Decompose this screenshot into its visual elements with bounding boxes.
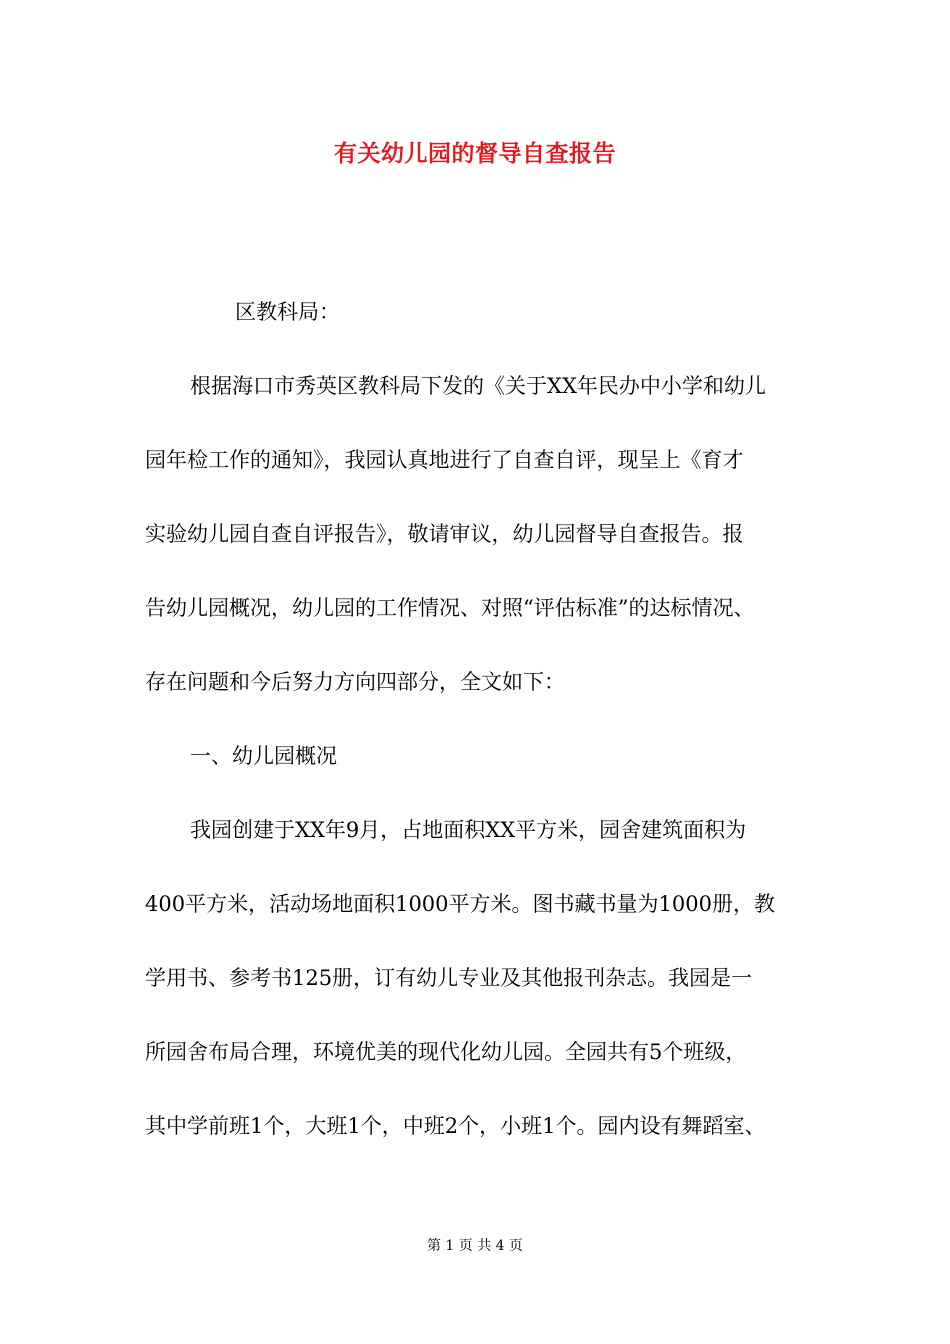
paragraph-line: 根据海口市秀英区教科局下发的《关于XX年民办中小学和幼儿 — [190, 374, 766, 398]
paragraph-line: 实验幼儿园自查自评报告》，敬请审议，幼儿园督导自查报告。报 — [145, 522, 744, 546]
paragraph-line: 存在问题和今后努力方向四部分，全文如下： — [145, 670, 565, 694]
page-footer: 第 1 页 共 4 页 — [426, 1238, 524, 1254]
paragraph-line: 园年检工作的通知》，我园认真地进行了自查自评，现呈上《育才 — [145, 448, 744, 472]
paragraph-line: 400平方米，活动场地面积1000平方米。图书藏书量为1000册，教 — [145, 892, 775, 916]
paragraph-line: 我园创建于XX年9月，占地面积XX平方米，园舍建筑面积为 — [190, 818, 747, 842]
paragraph-line: 告幼儿园概况，幼儿园的工作情况、对照“评估标准”的达标情况、 — [145, 596, 755, 620]
paragraph-line: 其中学前班1个，大班1个，中班2个，小班1个。园内设有舞蹈室、 — [145, 1114, 766, 1138]
document-body — [145, 275, 815, 1163]
paragraph-line: 所园舍布局合理，环境优美的现代化幼儿园。全园共有5个班级， — [145, 1040, 747, 1064]
section-heading: 一、幼儿园概况 — [190, 744, 337, 768]
salutation-line: 区教科局： — [235, 300, 340, 324]
paragraph-line: 学用书、参考书125册，订有幼儿专业及其他报刊杂志。我园是一 — [145, 966, 753, 990]
document-title: 有关幼儿园的督导自查报告 — [334, 141, 616, 167]
